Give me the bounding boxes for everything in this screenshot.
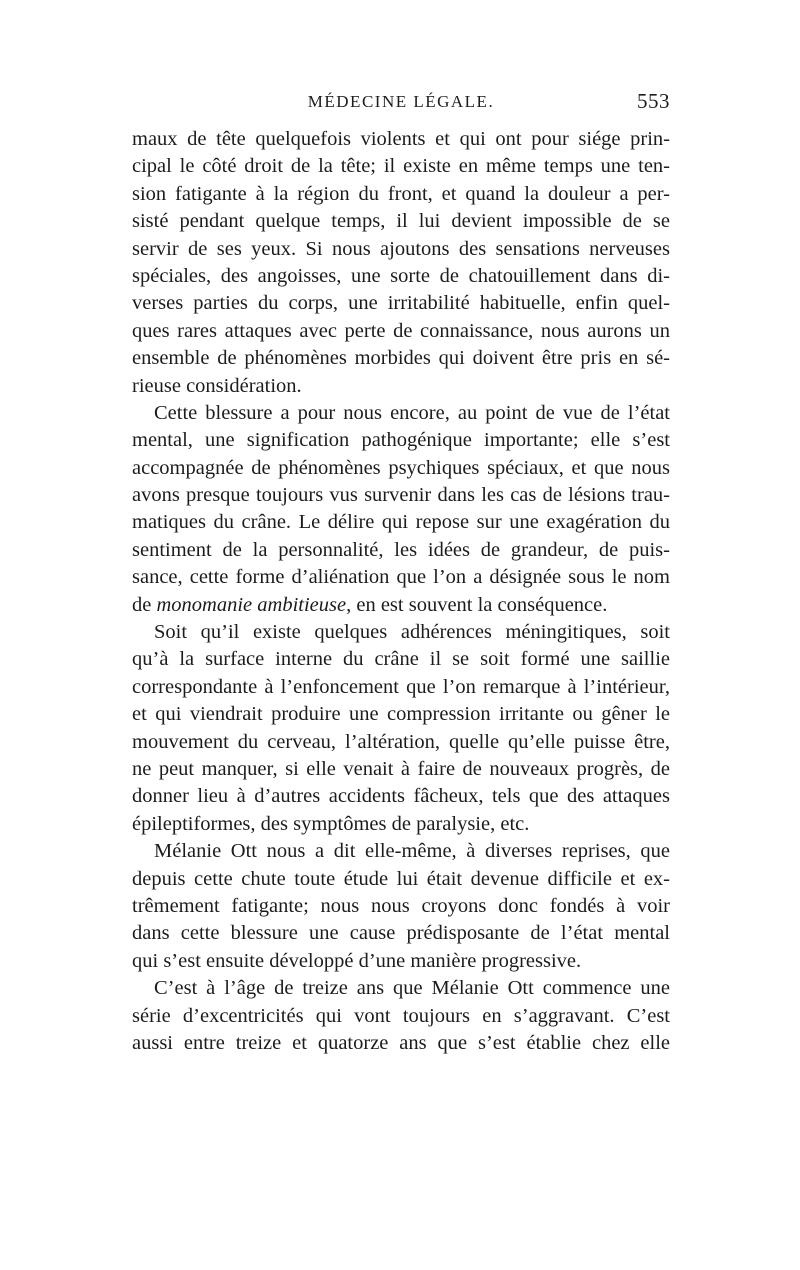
- running-header: [132, 89, 670, 122]
- text-line: mouvement du cerveau, l’altération, quelle qu’elle puisse être,: [132, 730, 670, 753]
- text-line: mental, une signification pathogénique importante; elle s’est: [132, 429, 670, 452]
- text-line: ques rares attaques avec perte de connaissance, nous aurons un: [132, 319, 670, 342]
- text-line: épileptiformes, des symptômes de paralysie, etc.: [132, 812, 530, 835]
- text-line: donner lieu à d’autres accidents fâcheux, tels que des attaques: [132, 785, 670, 808]
- text-line: dans cette blessure une cause prédisposante de l’état mental: [132, 922, 670, 945]
- text-line: aussi entre treize et quatorze ans que s’est établie chez elle: [132, 1031, 670, 1054]
- text-segment: , en est souvent la conséquence.: [346, 593, 608, 616]
- text-line: série d’excentricités qui vont toujours en s’aggravant. C’est: [132, 1004, 670, 1027]
- text-line: Cette blessure a pour nous encore, au point de vue de l’état: [154, 401, 670, 424]
- text-line: [132, 592, 670, 619]
- text-line: qui s’est ensuite développé d’une manière progressive.: [132, 949, 582, 972]
- text-line: avons presque toujours vus survenir dans les cas de lésions trau-: [132, 484, 670, 507]
- text-line: maux de tête quelquefois violents et qui ont pour siége prin-: [132, 128, 670, 150]
- text-line: servir de ses yeux. Si nous ajoutons des sensations nerveuses: [132, 237, 670, 260]
- text-line: sion fatigante à la région du front, et quand la douleur a per-: [132, 182, 670, 205]
- body-text: [132, 126, 670, 1057]
- text-line: qu’à la surface interne du crâne il se soit formé une saillie: [132, 648, 670, 671]
- running-title: MÉDECINE LÉGALE.: [307, 92, 495, 111]
- text-line: ensemble de phénomènes morbides qui doivent être pris en sé-: [132, 347, 670, 370]
- text-line: spéciales, des angoisses, une sorte de chatouillement dans di-: [132, 264, 670, 287]
- text-segment: de: [132, 593, 157, 616]
- text-line: cipal le côté droit de la tête; il existe en même temps une ten-: [132, 155, 670, 178]
- text-line: et qui viendrait produire une compression irritante ou gêner le: [132, 703, 670, 726]
- text-line: sisté pendant quelque temps, il lui devient impossible de se: [132, 210, 670, 233]
- text-line: Soit qu’il existe quelques adhérences méningitiques, soit: [154, 621, 670, 644]
- text-line: rieuse considération.: [132, 374, 302, 397]
- text-line: matiques du crâne. Le délire qui repose sur une exagération du: [132, 511, 670, 534]
- text-line: trêmement fatigante; nous nous croyons donc fondés à voir: [132, 894, 670, 917]
- italic-term: monomanie ambitieuse: [156, 593, 347, 616]
- text-line: Mélanie Ott nous a dit elle-même, à diverses reprises, que: [154, 840, 670, 863]
- text-line: correspondante à l’enfoncement que l’on remarque à l’intérieur,: [132, 675, 670, 698]
- text-line: depuis cette chute toute étude lui était devenue difficile et ex-: [132, 867, 670, 890]
- text-line: accompagnée de phénomènes psychiques spéciaux, et que nous: [132, 456, 670, 479]
- text-line: sentiment de la personnalité, les idées de grandeur, de puis-: [132, 538, 670, 561]
- text-line: verses parties du corps, une irritabilité habituelle, enfin quel-: [132, 292, 670, 315]
- text-line: C’est à l’âge de treize ans que Mélanie Ott commence une: [154, 977, 670, 1000]
- text-line: ne peut manquer, si elle venait à faire de nouveaux progrès, de: [132, 757, 670, 780]
- page-number: 553: [637, 89, 670, 113]
- text-line: sance, cette forme d’aliénation que l’on a désignée sous le nom: [132, 566, 670, 589]
